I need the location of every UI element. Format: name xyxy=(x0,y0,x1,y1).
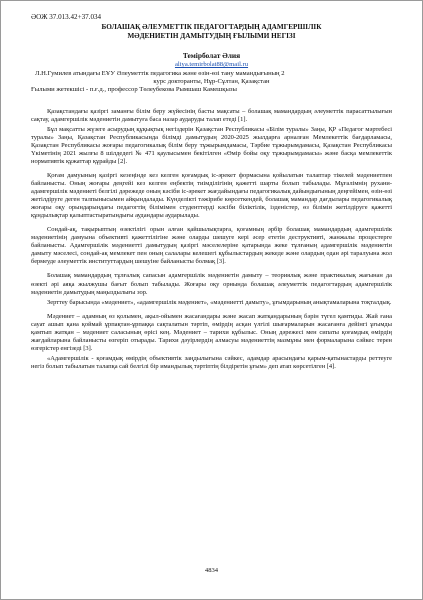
paragraph: Мәдениет – адамның өз қолымен, ақыл-ойымен жасағандары және жасап жатқандарының бәрін түгел қамтиды. Жай ғана сауат ашып қана қоймай ұрпақтан-ұрпаққа сақталатын тәртіп, өмірдің асқан үлгілі шығармаларын жасағанға дейінгі ұғымды қамтып жатқан – мәдениет саласының өрісі кең. Мәдениет – тарихи құбылыс. Оның дәрежесі мен сипаты қоғамдық өмірдің жағдайларына байланысты өзгеріп отырады. Тарихи дәуірлердің алмасуы мәдениеттің мазмұны мен формаларына сәйкес терен өзгерістер енгізеді [3]. xyxy=(31,312,392,352)
affiliation-line: Л.Н.Гумилев атындағы ЕҰУ Әлеуметтік педагогика және өзін-өзі тану мамандығының 2 xyxy=(35,70,285,77)
author-name: Темірболат Әлия xyxy=(182,51,241,60)
author-affiliation xyxy=(31,70,392,95)
affiliation-line: Ғылыми жетекшісі - п.ғ.д., профессор Төлеубекова Рымшаш Камешқызы xyxy=(31,86,237,94)
paragraph: Болашақ мамандардың тұлғалық сапасын адамгершілік мәдениетін дамыту – теориялық және практикалық жағынан да өзекті әрі аяқа жылжушы бағыт болып табылады. Жоғары оқу орнында болашақ әлеуметтік педагогтардың адамгершілік мәдениетін дамытудың маңыздылығы зор. xyxy=(31,272,392,296)
title-line: МӘДЕНИЕТІН ДАМЫТУДЫҢ ҒЫЛЫМИ НЕГІЗІ xyxy=(127,32,296,40)
article-body xyxy=(31,108,392,371)
article-title xyxy=(31,23,392,41)
author-email-link[interactable]: aliya.temirbolat88@mail.ru xyxy=(174,61,249,68)
paragraph: «Адамгершілік - қоғамдық өмірдің объективтік заңдылығына сәйкес, адамдар арасындағы қарым-қатынастарды реттеуге негіз болып табылатын талапқа сай белгілі бір имандылық тәртіптің білдіретін ұғым» деп атап көрсетілген [4]. xyxy=(31,354,392,370)
affiliation-line: курс докторанты, Нұр-Сұлтан, Қазақстан xyxy=(153,78,270,86)
paragraph: Қоғам дамуының қазіргі кезеңінде кез келген қоғамдық іс-әрекет формасына қойылатын талаптар тікелей мәдениетпен байланысты. Оның жоғары деңгейі кез келген еңбектің тиімділігінің қажетті шарты болып табылады. Мұғалімнің рухани-адамгершілік мәдениеті белгілі дәрежеде оның кәсіби іс-әрекет жағдайындағы педагогикалық дайындығының деңгейімен, өзін-өзі жетілдіруге деген талпынысымен айқындалады. Күнделікті тәжірибе көрсеткендей, болашақ мамандар дағдылары педагогикалық жоғары оқу орындарындағы педагогтің білімімен студенттерді кәсіби біліктілік, ізденістер, өз білімін жетілдіруге қажетті құндылықтар қалыптастыратындығы аудандары аударылады. xyxy=(31,171,392,220)
paragraph: Қазақстандағы қазіргі заманғы білім беру жүйесінің басты мақсаты – болашақ мамандардың әлеуметтік парасаттылығын сақтау, адамгершілік мәдениетін дамытуға баса назар аударуды талап етеді [1]. xyxy=(31,107,392,123)
title-line: БОЛАШАҚ ӘЛЕУМЕТТІК ПЕДАГОГТАРДЫҢ АДАМГЕРШІЛІК xyxy=(101,23,322,31)
page-content xyxy=(31,11,392,373)
paragraph: Бұл мақсатты жүзеге асырудың құқықтық негіздерін Қазақстан Республикасы «Білім туралы» Заңы, ҚР «Педагог мәртебесі туралы» Заңы, Қазақстан Республикасында білімді дамытудың 2020-2025 жылдарға арналған Мемлекеттік бағдарламасы, Қазақстан Республикасы жоғары педагогикалық білім беру тұжырымдамасы, Тәрбие тұжырымдамасы, Қазақстан Республикасы Үкіметінің 2021 жылғы 8 шілдедегі № 471 қаулысымен бекітілген «Өмір бойы оқу тұжырымдамасы» және басқа мемлекеттік нормативтік құжаттар құрайды [2]. xyxy=(31,125,392,165)
paragraph: Сондай-ақ, тақырыптың өзектілігі орын алған қайшылықтарға, қоғамның әрбір болашақ мамандардың адамгершілік мәдениетінің дамуына объективті қажеттілігіне және оларды шешуге кері әсер ететін деструктивті, жанжалы процестерге байланысты. Адамгершілік мәдениетті дамытудың қазіргі мәселелеріне қатарында жеке тұлғаның адамгершілік мәдениетін дамыту мәселесі, сондай-ақ мемлекет пен оның салалары келешегі құбылыстардың жекеде және олардың одан әрі таралуына жол бермеуде әлеуметтік институттардың шешуіне байланысты болмақ [3]. xyxy=(31,226,392,266)
paragraph: Зерттеу барысында «мәдениет», «адамгершілік мәдениет», «мәдениетті дамыту», ұғымдарының анықтамаларына тоқталдық. xyxy=(47,298,392,306)
udk-code: ӘОЖ 37.013.42+37.034 xyxy=(31,13,102,21)
page-number: 4834 xyxy=(204,567,219,574)
